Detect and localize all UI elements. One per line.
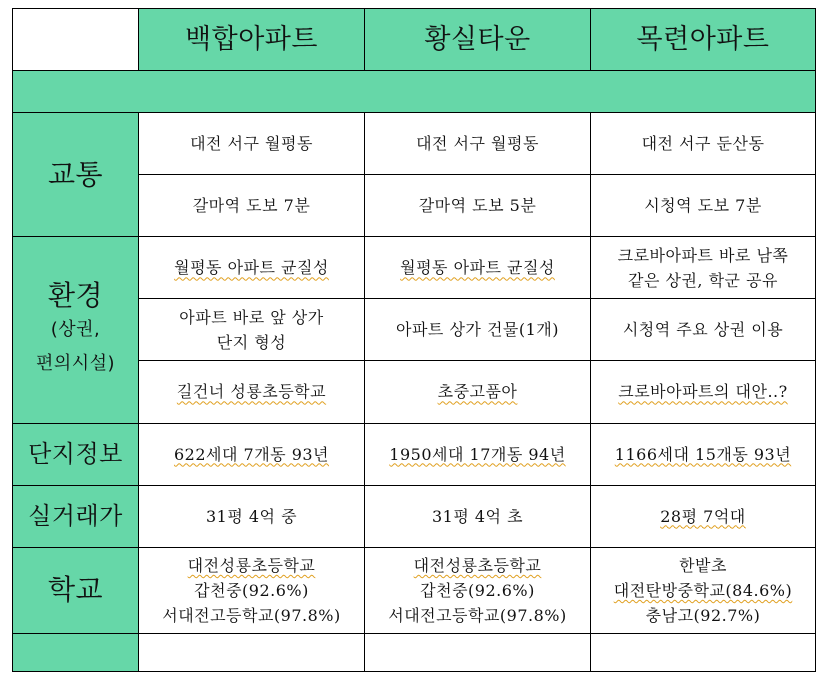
table-row: [13, 237, 816, 299]
comparison-table: [12, 8, 816, 672]
table-row: [13, 423, 816, 485]
table-cell: 대전성룡초등학교 갑천중(92.6%) 서대전고등학교(97.8%): [365, 547, 591, 633]
column-header: 백합아파트: [139, 9, 365, 71]
table-cell: 대전 서구 월평동: [139, 113, 365, 175]
table-cell: 월평동 아파트 균질성: [365, 237, 591, 299]
table-cell: 31평 4억 중: [139, 485, 365, 547]
table-cell: 1950세대 17개동 94년: [365, 423, 591, 485]
env-label: 환경: [47, 278, 104, 312]
table-cell: 크로바아파트 바로 남쪽 같은 상권, 학군 공유: [591, 237, 816, 299]
table-cell: 28평 7억대: [591, 485, 816, 547]
table-cell: 대전 서구 둔산동: [591, 113, 816, 175]
row-label-school: 학교: [13, 547, 139, 633]
table-cell: 한밭초 대전탄방중학교(84.6%) 충남고(92.7%): [591, 547, 816, 633]
row-label-complex: 단지정보: [13, 423, 139, 485]
empty-cell: [591, 633, 816, 671]
table-cell: 크로바아파트의 대안..?: [591, 361, 816, 423]
table-row: [13, 547, 816, 633]
column-header: 황실타운: [365, 9, 591, 71]
table-cell: 1166세대 15개동 93년: [591, 423, 816, 485]
table-cell: 대전 서구 월평동: [365, 113, 591, 175]
corner-cell: [13, 9, 139, 71]
empty-cell: [139, 633, 365, 671]
env-sub2: 편의시설): [35, 352, 116, 374]
table-cell: 길건너 성룡초등학교: [139, 361, 365, 423]
empty-label-cell: [13, 633, 139, 671]
column-header: 목련아파트: [591, 9, 816, 71]
table-cell: 31평 4억 초: [365, 485, 591, 547]
empty-row: [13, 633, 816, 671]
table-cell: 대전성룡초등학교 갑천중(92.6%) 서대전고등학교(97.8%): [139, 547, 365, 633]
table-cell: 622세대 7개동 93년: [139, 423, 365, 485]
table-cell: 초중고품아: [365, 361, 591, 423]
table-cell: 시청역 도보 7분: [591, 175, 816, 237]
table-cell: 아파트 바로 앞 상가 단지 형성: [139, 299, 365, 361]
env-sub1: (상권,: [50, 318, 101, 340]
row-label-env: [13, 237, 139, 423]
table-cell: 갈마역 도보 5분: [365, 175, 591, 237]
table-cell: 월평동 아파트 균질성: [139, 237, 365, 299]
green-band: [13, 71, 816, 113]
table-cell: 갈마역 도보 7분: [139, 175, 365, 237]
row-label-price: 실거래가: [13, 485, 139, 547]
table-cell: 시청역 주요 상권 이용: [591, 299, 816, 361]
spacer-row: [13, 71, 816, 113]
empty-cell: [365, 633, 591, 671]
table-row: [13, 485, 816, 547]
header-row: [13, 9, 816, 71]
table-row: [13, 113, 816, 175]
table-cell: 아파트 상가 건물(1개): [365, 299, 591, 361]
row-label-traffic: 교통: [13, 113, 139, 237]
